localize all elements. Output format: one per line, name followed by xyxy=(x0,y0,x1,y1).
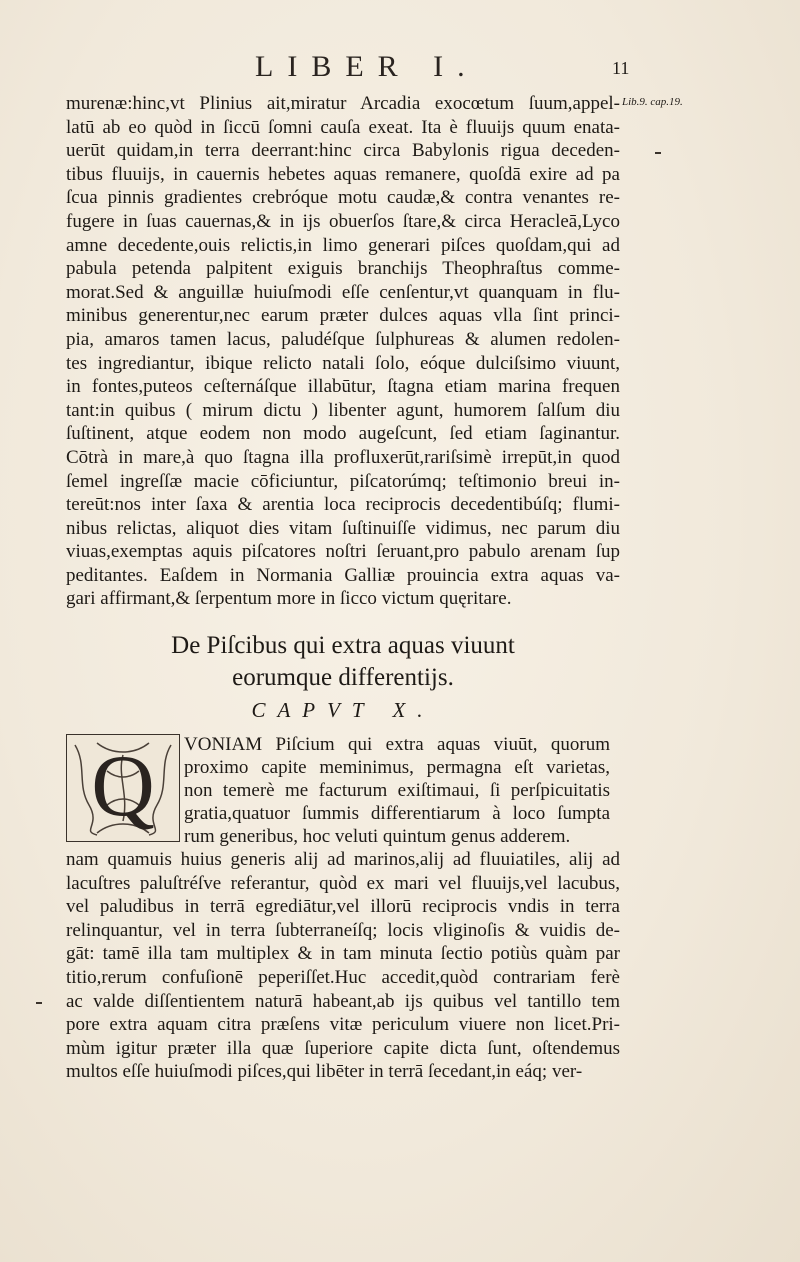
text-line: relinquantur, vel in terra ſubterraneíſq; locis vliginoſis & vuidis de- xyxy=(66,919,620,941)
text-line: gāt: tamē illa tam multiplex & in tam minuta ſectio potiùs quàm par xyxy=(66,943,620,965)
text-block-1 xyxy=(66,92,620,611)
ink-speck xyxy=(36,1002,42,1004)
text-line: nam quamuis huius generis alij ad marinos,alij ad fluuiatiles, alij ad xyxy=(66,849,620,870)
text-line: ſemel ingreſſæ macie cōficiuntur, piſcatorúmq; teſtimonio breui in- xyxy=(66,470,620,492)
text-line: murenæ:hinc,vt Plinius ait,miratur Arcadia exocœtum ſuum,appel- xyxy=(66,93,620,114)
text-line: rum generibus, hoc veluti quintum genus adderem. xyxy=(184,826,571,847)
text-line: minibus generentur,nec earum præter dulces aquas vlla ſint princi- xyxy=(66,305,620,327)
text-line: tes ingrediantur, ibique relicto natali ſolo, eóque dulciſsimo viuunt, xyxy=(66,352,620,374)
text-line: pore extra aquam citra præſens vitæ periculum viuere non licet.Pri- xyxy=(66,1014,620,1036)
text-line: multos eſſe huiuſmodi piſces,qui libēter in terrā ſecedant,in eáq; ver- xyxy=(66,1061,583,1083)
margin-note: Lib.9. cap.19. xyxy=(622,96,683,108)
initial-letter: Q xyxy=(91,738,155,835)
text-line: nibus relictas, aliquot dies vitam ſuſtinuiſſe vidimus, nec parum diu xyxy=(66,517,620,539)
text-line: titio,rerum confuſionē peperiſſet.Huc accedit,quòd contrariam ferè xyxy=(66,966,620,988)
text-line: pabula petenda palpitent exiguis branchijs Theophraſtus comme- xyxy=(66,258,620,280)
text-line: mùm igitur præter illa quæ ſuperiore capite dicta ſunt, oſtendemus xyxy=(66,1037,620,1059)
text-line: morat.Sed & anguillæ huiuſmodi eſſe cenſentur,vt quanquam in flu- xyxy=(66,281,620,303)
text-line: gratia,quatuor ſummis differentiarum à loco ſumpta xyxy=(184,803,610,824)
text-line: fugere in ſuas cauernas,& in ijs obuerſos ſtare,& circa Heracleā,Lyco xyxy=(66,210,620,232)
decorated-initial xyxy=(66,734,180,842)
text-line: non temerè me facturum exiſtimaui, ſi perſpicuitatis xyxy=(184,780,610,801)
text-line: tereūt:nos inter ſaxa & arentia loca reciprocis decedentibúſq; flumi- xyxy=(66,494,620,516)
text-line: ac valde diſſentientem naturā habeant,ab ijs quibus vel tantillo tem xyxy=(66,990,620,1012)
chapter-label: CAPVT X. xyxy=(251,698,435,722)
text-line: vel paludibus in terrā egrediātur,vel illorū reciprocis vndis in terra xyxy=(66,896,620,918)
text-line: amne decedente,ouis relictis,in limo generari piſces quoſdam,qui ad xyxy=(66,234,620,256)
text-line: VONIAM Piſcium qui extra aquas viuūt, quorum xyxy=(184,734,610,755)
chapter-heading-line1: De Piſcibus qui extra aquas viuunt xyxy=(171,632,515,659)
text-line: peditantes. Eaſdem in Normania Galliæ prouincia extra aquas va- xyxy=(66,564,620,586)
text-line: pia, amaros tamen lacus, paludéſque ſulphureas & alumen redolen- xyxy=(66,328,620,350)
chapter-heading-line2: eorumque differentijs. xyxy=(232,664,454,691)
text-line: ſcua pinnis gradientes crebróque motu caudæ,& contra venantes re- xyxy=(66,187,620,209)
text-line: proximo capite meminimus, permagna eſt varietas, xyxy=(184,757,610,778)
text-line: uerūt quidam,in terra deerrant:hinc circa Babylonis rigua deceden- xyxy=(66,140,620,162)
text-line: lacuſtres paluſtréſve referantur, quòd ex mari vel fluuijs,vel lacubus, xyxy=(66,872,620,894)
first-paragraph xyxy=(184,733,610,848)
text-line: tibus fluuijs, in cauernis hebetes aquas remanere, quoſdā exire ad pa xyxy=(66,163,620,185)
running-title: LIBER I. xyxy=(255,50,479,83)
text-line: viuas,exemptas aquis piſcatores noſtri ſeruant,pro pabulo arenam ſup xyxy=(66,541,620,563)
text-line: Cōtrà in mare,à quo ſtagna illa profluxerūt,rariſsimè irrepūt,in quod xyxy=(66,446,620,468)
text-block-2 xyxy=(66,848,620,1084)
chapter-heading xyxy=(66,630,620,694)
text-line: gari affirmant,& ſerpentum more in ſicco victum quęritare. xyxy=(66,588,512,610)
text-line: tant:in quibus ( mirum dictu ) libenter agunt, humorem ſalſum diu xyxy=(66,399,620,421)
ink-speck xyxy=(655,152,661,154)
text-line: in fontes,puteos ceſternáſque illabūtur, ſtagna etiam marina frequen xyxy=(66,376,620,398)
running-head xyxy=(0,50,800,90)
folio-number: 11 xyxy=(612,58,630,78)
text-line: latū ab eo quòd in ſiccū ſomni cauſa exeat. Ita è fluuijs quum enata- xyxy=(66,116,620,138)
text-line: ſuſtinent, atque eodem non modo augeſcunt, ſed etiam ſaginantur. xyxy=(66,423,620,445)
